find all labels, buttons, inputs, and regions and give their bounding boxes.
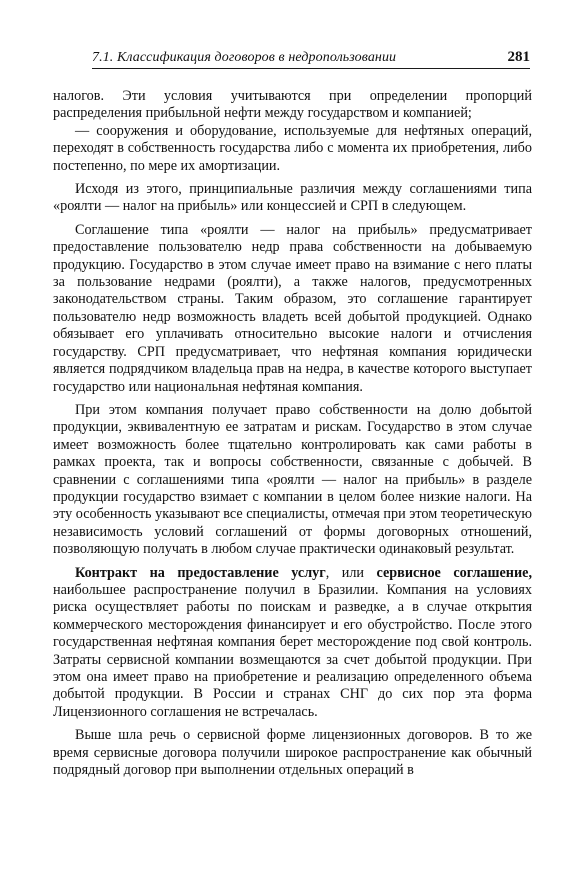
paragraph: — сооружения и оборудование, используемые для нефтяных операций, переходят в собственность государства либо с момента их приобретения, либо постепенно, по мере их амортизации. bbox=[53, 122, 532, 174]
paragraph-service-contract bbox=[53, 565, 532, 722]
paragraph-body: наибольшее распространение получил в Бразилии. Компания на условиях риска осуществляет работы по поискам и разведке, а в случае открытия коммерческого месторождения финансирует и его обустройство. После этого государственная нефтяная компания берет месторождение под свой контроль. Затраты сервисной компании возмещаются за счет добытой продукции. При этом она имеет право на приобретение и реализацию определенного объема добытой продукции. В России и странах СНГ до сих пор эта форма Лицензионного соглашения не встречалась. bbox=[53, 581, 532, 720]
paragraph: налогов. Эти условия учитываются при определении пропорций распределения прибыльной нефти между государством и компанией; bbox=[53, 88, 532, 122]
paragraph: Выше шла речь о сервисной форме лицензионных договоров. В то же время сервисные договора получили широкое распространение как обычный подрядный договор при выполнении отдельных операций в bbox=[53, 727, 532, 779]
connector-text: , или bbox=[325, 564, 377, 581]
paragraph: При этом компания получает право собственности на долю добытой продукции, эквивалентную ее затратам и рискам. Государство в этом случае имеет возможность более тщательно контролировать как сами работы в рамках проекта, так и вопросы собственности, связанные с добычей. В сравнении с соглашениями типа «роялти — налог на прибыль» в разделе продукции государство взимает с компании в целом более низкие налоги. На эту особенность указывают все специалисты, отмечая при этом теоретическую независимость условий соглашений от формы договорных отношений, позволяющую получать в любом случае практически одинаковый результат. bbox=[53, 401, 532, 558]
section-title: 7.1. Классификация договоров в недропользовании bbox=[92, 50, 397, 65]
term-service-contract: Контракт на предоставление услуг bbox=[75, 564, 326, 581]
body-text bbox=[53, 88, 532, 779]
paragraph: Исходя из этого, принципиальные различия между соглашениями типа «роялти — налог на прибыль» или концессией и СРП в следующем. bbox=[53, 181, 532, 215]
page-number: 281 bbox=[507, 49, 530, 65]
term-service-agreement: сервисное соглашение, bbox=[376, 564, 532, 581]
paragraph: Соглашение типа «роялти — налог на прибыль» предусматривает предоставление пользователю недр права собственности на добываемую продукцию. Государство в этом случае имеет право на взимание с него платы за пользование недрами (роялти), а также налогов, предусмотренных законодательством страны. Таким образом, это соглашение гарантирует пользователю недр возможность владеть всей добытой продукцией. Однако обязывает его уплачивать относительно высокие налоги и отчисления государству. СРП предусматривает, что нефтяная компания юридически является подрядчиком владельца прав на недра, в качестве которого выступает государство или национальная нефтяная компания. bbox=[53, 221, 532, 395]
running-header bbox=[92, 44, 530, 69]
